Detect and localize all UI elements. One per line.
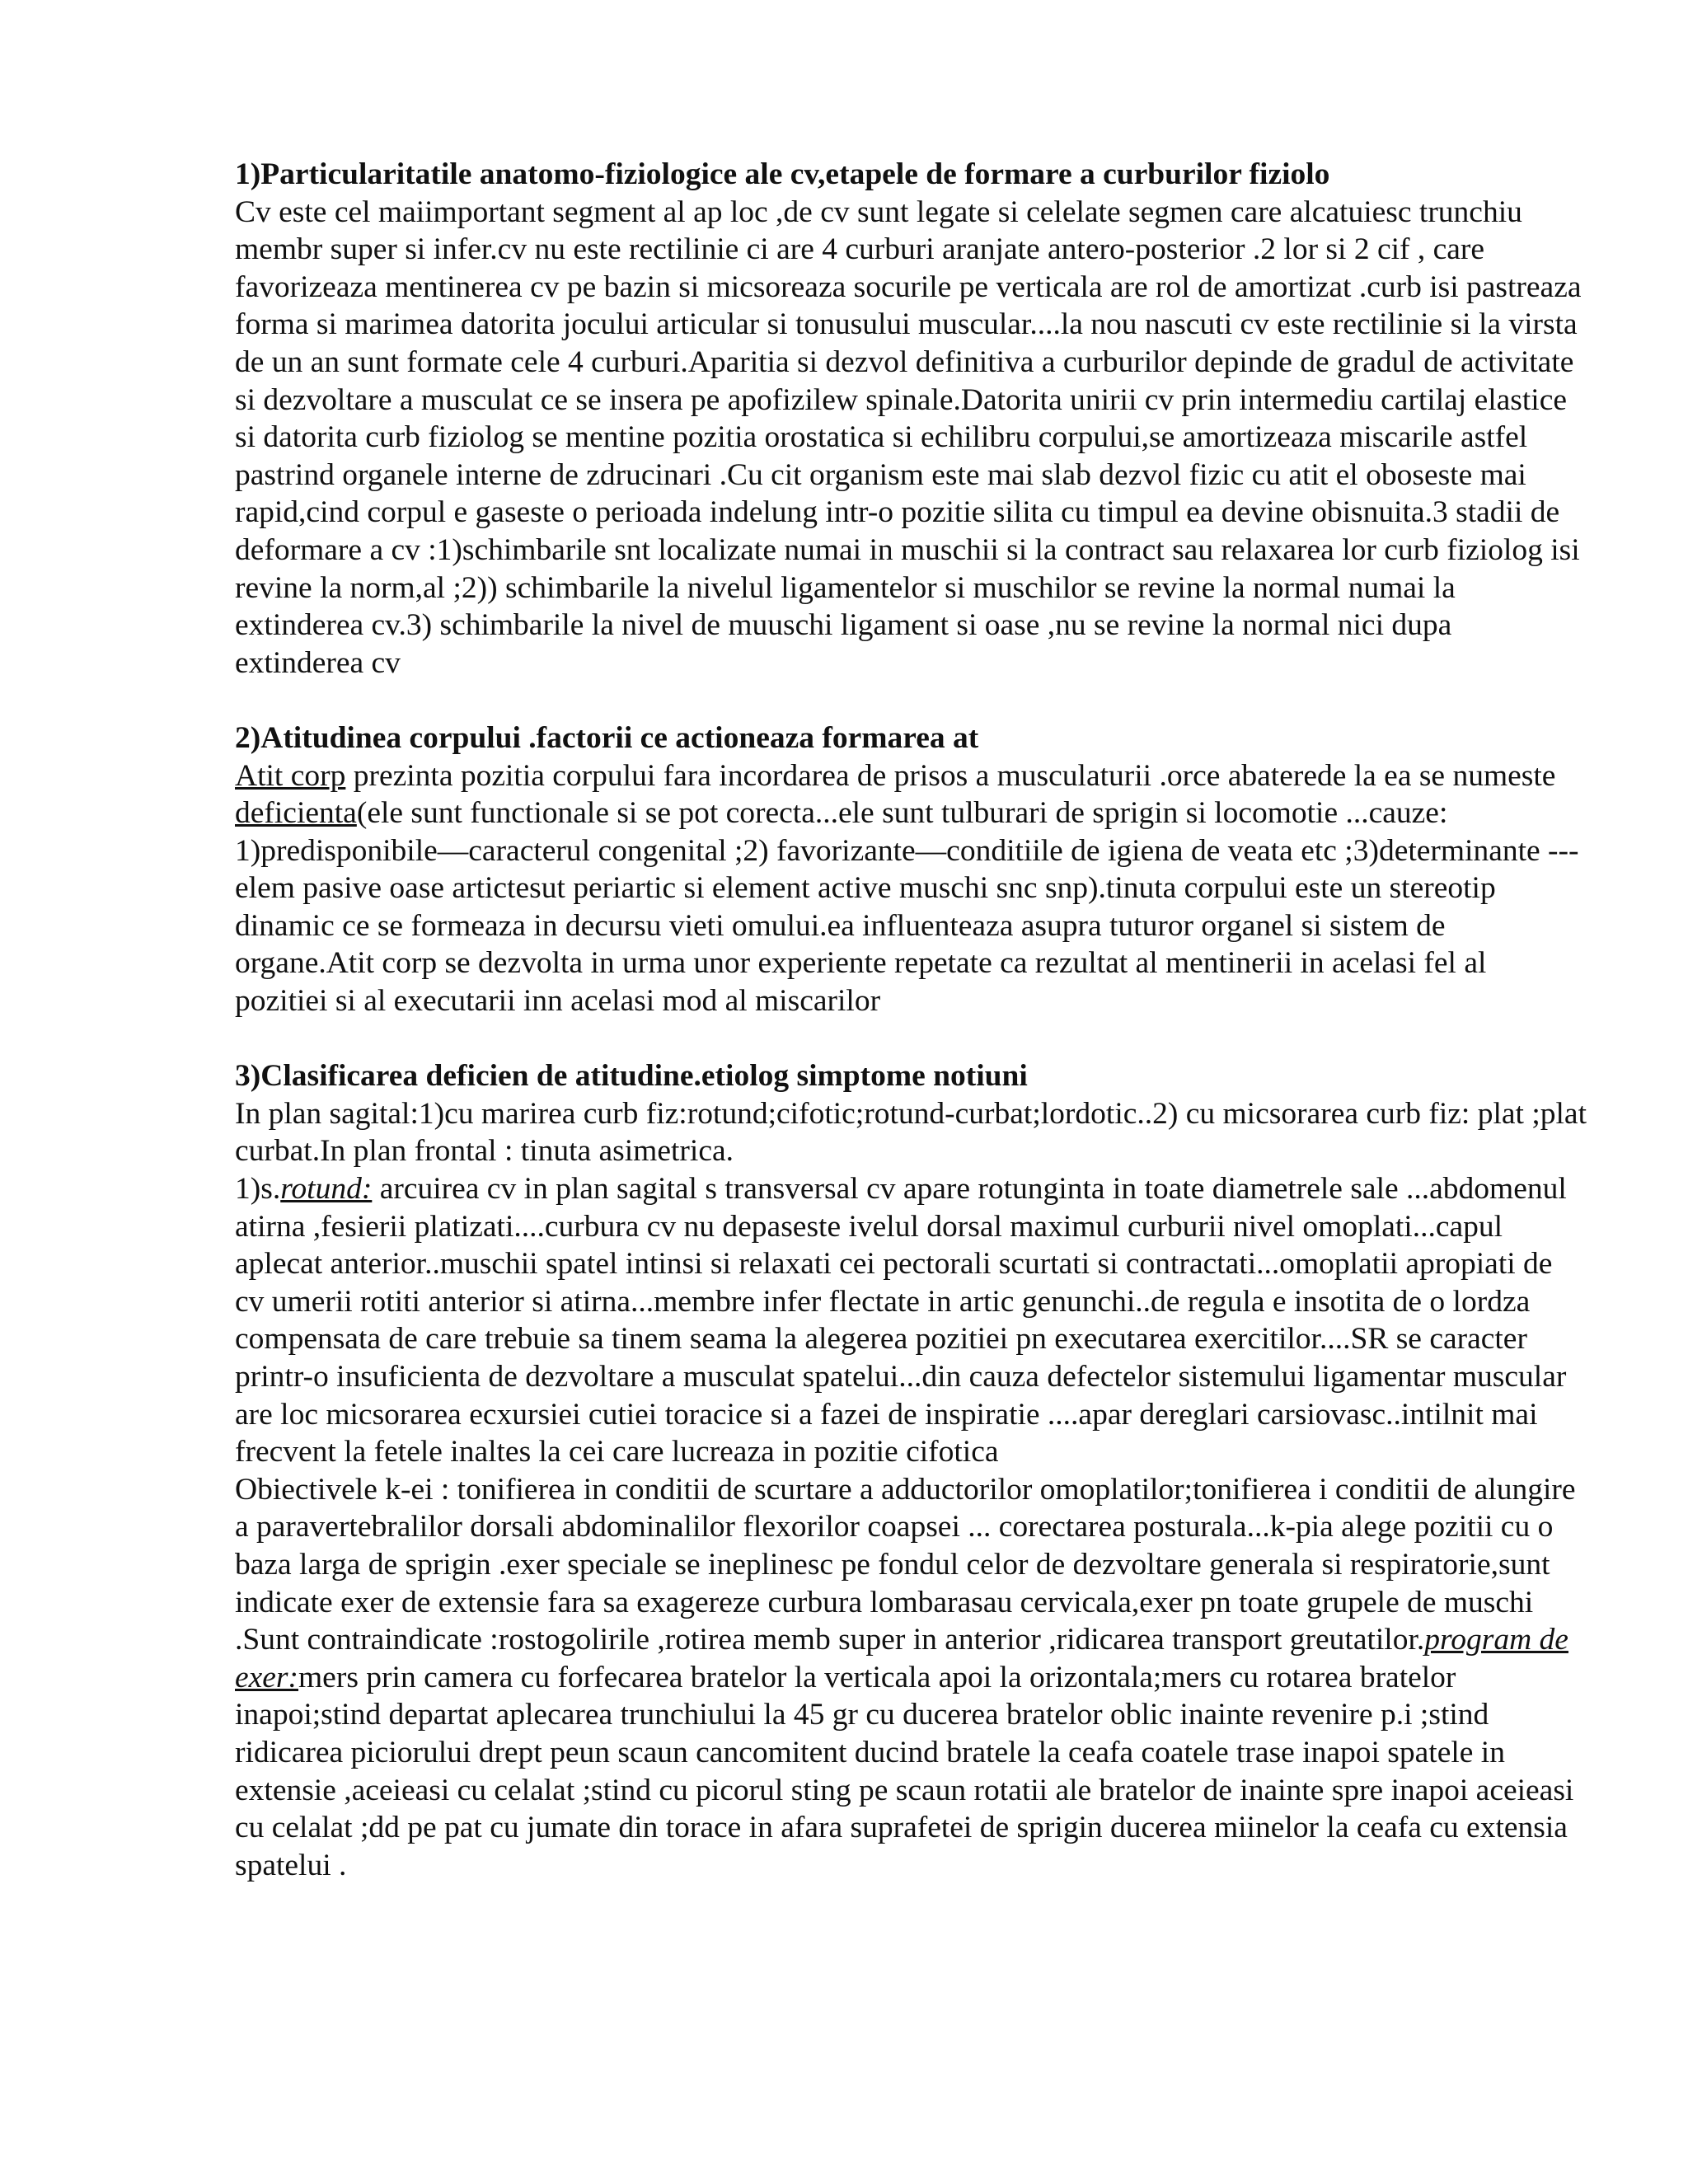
section-3-p3-text-2: mers prin camera cu forfecarea bratelor la verticala apoi la orizontala;mers cu rotarea bratelor inapoi;stind departat aplecarea trunchiului la 45 gr cu ducerea bratelor oblic inainte revenire p.i ;stind ridicarea piciorului drept peun scaun cancomitent ducind bratele la ceafa coatele trase inapoi spatele in extensie ,aceieasi cu celalat ;stind cu picorul sting pe scaun rotatii ale bratelor de inainte spre inapoi aceieasi cu celalat ;dd pe pat cu jumate din torace in afara suprafetei de sprigin ducerea miinelor la ceafa cu extensia spatelui .	[235, 1660, 1574, 1882]
section-2-text-1: prezinta pozitia corpului fara incordarea de prisos a musculaturii .orce abaterede la ea se numeste	[345, 758, 1556, 793]
term-program-de-exer: program de exer:	[235, 1623, 1568, 1694]
section-2-body	[235, 757, 1587, 1020]
section-3-paragraph-2	[235, 1170, 1587, 1471]
section-1	[235, 156, 1587, 682]
section-3-p3-text-1: Obiectivele k-ei : tonifierea in conditii de scurtare a adductorilor omoplatilor;tonifierea i conditii de alungire a paravertebralilor dorsali abdominalilor flexorilor coapsei ... corectarea posturala...k-pia alege pozitii cu o baza larga de sprigin .exer speciale se ineplinesc pe fondul celor de dezvoltare generala si respiratorie,sunt indicate exer de extensie fara sa exagereze curbura lombarasau cervicala,exer pn toate grupele de muschi .Sunt contraindicate :rostogolirile ,rotirea memb super in anterior ,ridicarea transport greutatilor.	[235, 1472, 1576, 1657]
section-2-text-2: (ele sunt functionale si se pot corecta...ele sunt tulburari de sprigin si locomotie ...cauze: 1)predisponibile—caracterul congenital ;2) favorizante—conditiile de igiena de veata etc ;3)determinante ---elem pasive oase artictesut periartic si element active muschi snc snp).tinuta corpului este un stereotip dinamic ce se formeaza in decursu vieti omului.ea influenteaza asupra tuturor organel si sistem de organe.Atit corp se dezvolta in urma unor experiente repetate ca rezultat al mentinerii in acelasi fel al pozitiei si al executarii inn acelasi mod al miscarilor	[235, 796, 1579, 1019]
section-1-body: Cv este cel maiimportant segment al ap loc ,de cv sunt legate si celelate segmen care alcatuiesc trunchiu membr super si infer.cv nu este rectilinie ci are 4 curburi aranjate antero-posterior .2 lor si 2 cif , care favorizeaza mentinerea cv pe bazin si micsoreaza socurile pe verticala are rol de amortizat .curb isi pastreaza forma si marimea datorita jocului articular si tonusului muscular....la nou nascuti cv este rectilinie si la virsta de un an sunt formate cele 4 curburi.Aparitia si dezvol definitiva a curburilor depinde de gradul de activitate si dezvoltare a musculat ce se insera pe apofizilew spinale.Datorita unirii cv prin intermediu cartilaj elastice si datorita curb fiziolog se mentine pozitia orostatica si echilibru corpului,se amortizeaza miscarile astfel pastrind organele interne de zdrucinari .Cu cit organism este mai slab dezvol fizic cu atit el oboseste mai rapid,cind corpul e gaseste o perioada indelung intr-o pozitie silita cu timpul ea devine obisnuita.3 stadii de deformare a cv :1)schimbarile snt localizate numai in muschii si la contract sau relaxarea lor curb fiziolog isi revine la norm,al ;2)) schimbarile la nivelul ligamentelor si muschilor se revine la normal numai la extinderea cv.3) schimbarile la nivel de muuschi ligament si oase ,nu se revine la normal nici dupa extinderea cv	[235, 194, 1582, 680]
term-deficienta: deficienta	[235, 796, 357, 831]
section-3-heading: 3)Clasificarea deficien de atitudine.etiolog simptome notiuni	[235, 1059, 1028, 1094]
section-3-paragraph-3	[235, 1471, 1587, 1885]
section-2	[235, 719, 1587, 1020]
section-3	[235, 1057, 1587, 1884]
section-3-paragraph-1: In plan sagital:1)cu marirea curb fiz:rotund;cifotic;rotund-curbat;lordotic..2) cu micsorarea curb fiz: plat ;plat curbat.In plan frontal : tinuta asimetrica.	[235, 1096, 1587, 1169]
document-page	[235, 156, 1587, 1922]
section-2-heading: 2)Atitudinea corpului .factorii ce actioneaza formarea at	[235, 720, 979, 755]
section-3-p2-prefix: 1)s.	[235, 1172, 281, 1207]
section-3-p2-text: arcuirea cv in plan sagital s transversal cv apare rotunginta in toate diametrele sale ...abdomenul atirna ,fesierii platizati....curbura cv nu depaseste ivelul dorsal maximul curburii nivel omoplati...capul aplecat anterior..muschii spatel intinsi si relaxati cei pectorali scurtati si contractati...omoplatii apropiati de cv umerii rotiti anterior si atirna...membre infer flectate in artic genunchi..de regula e insotita de o lordza compensata de care trebuie sa tinem seama la alegerea pozitiei pn executarea exercitilor....SR se caracter printr-o insuficienta de dezvoltare a musculat spatelui...din cauza defectelor sistemului ligamentar muscular are loc micsorarea ecxursiei cutiei toracice si a fazei de inspiratie ....apar dereglari carsiovasc..intilnit mai frecvent la fetele inaltes la cei care lucreaza in pozitie cifotica	[235, 1172, 1567, 1469]
term-atit-corp: Atit corp	[235, 758, 346, 793]
term-rotund: rotund:	[280, 1172, 373, 1207]
section-1-heading: 1)Particularitatile anatomo-fiziologice ale cv,etapele de formare a curburilor fiziolo	[235, 157, 1330, 191]
